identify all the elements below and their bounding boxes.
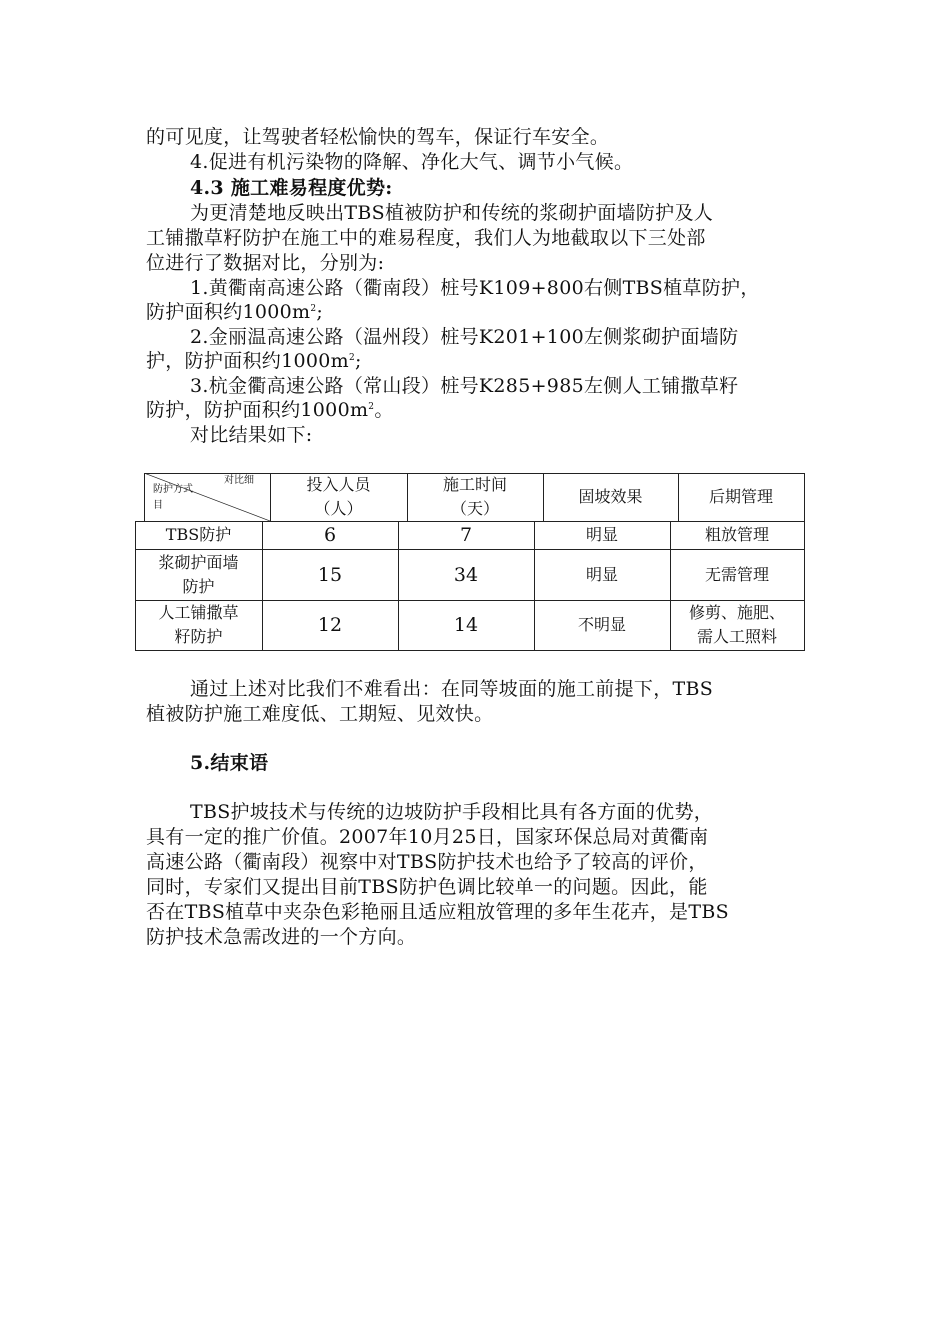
header-line: （人） <box>314 499 363 518</box>
cell-personnel: 6 <box>323 524 337 546</box>
text-line: 位进行了数据对比，分别为: <box>146 252 385 274</box>
text-line: TBS护坡技术与传统的边坡防护手段相比具有各方面的优势， <box>190 801 714 823</box>
list-item: 1.黄衢南高速公路（衢南段）桩号K109+800右侧TBS植草防护， <box>190 277 760 299</box>
cell-method <box>135 600 262 650</box>
cell-line: 人工铺撒草 <box>158 603 239 622</box>
text-segment: ; <box>316 301 324 323</box>
header-personnel <box>270 473 407 521</box>
cell-effect: 不明显 <box>577 615 626 634</box>
superscript: 2 <box>310 304 317 314</box>
text-line <box>146 398 394 422</box>
cell-management: 粗放管理 <box>704 525 769 544</box>
text-line: 否在TBS植草中夹杂色彩艳丽且适应粗放管理的多年生花卉，是TBS <box>146 901 729 923</box>
text-segment: 。 <box>374 399 394 421</box>
cell-method: TBS防护 <box>165 525 232 544</box>
text-line: 同时，专家们又提出目前TBS防护色调比较单一的问题。因此，能 <box>146 876 708 898</box>
text-segment: ; <box>355 350 362 372</box>
section-heading: 5.结束语 <box>190 752 269 774</box>
table-border <box>135 650 805 651</box>
superscript: 2 <box>368 402 375 412</box>
list-item: 4.促进有机污染物的降解、净化大气、调节小气候。 <box>190 151 634 173</box>
text-line: 防护技术急需改进的一个方向。 <box>146 926 417 948</box>
cell-personnel: 15 <box>317 563 343 586</box>
cell-line: 浆砌护面墙 <box>158 552 239 572</box>
header-diag-top: 对比细 <box>224 475 254 486</box>
header-management: 后期管理 <box>708 487 773 506</box>
header-time <box>407 473 543 521</box>
cell-method <box>135 549 262 600</box>
table-border <box>804 473 805 651</box>
text-segment: 防护面积约1000m <box>146 301 311 323</box>
cell-personnel: 12 <box>317 614 343 636</box>
text-line: 通过上述对比我们不难看出：在同等坡面的施工前提下，TBS <box>190 678 714 700</box>
text-line <box>146 349 362 373</box>
section-heading: 4.3 施工难易程度优势: <box>190 177 393 199</box>
cell-effect: 明显 <box>585 525 618 544</box>
header-line: （天） <box>450 499 499 518</box>
cell-days: 34 <box>453 563 479 586</box>
cell-line: 防护 <box>182 576 215 596</box>
cell-days: 14 <box>453 614 479 636</box>
cell-effect: 明显 <box>585 564 618 584</box>
text-line: 具有一定的推广价值。2007年10月25日，国家环保总局对黄衢南 <box>146 826 709 848</box>
list-item: 3.杭金衢高速公路（常山段）桩号K285+985左侧人工铺撒草籽 <box>190 375 739 397</box>
header-diag-left: 防护方式 <box>153 484 193 495</box>
list-item: 2.金丽温高速公路（温州段）桩号K201+100左侧浆砌护面墙防 <box>190 326 739 348</box>
text-line <box>146 300 323 324</box>
cell-line: 修剪、施肥、 <box>688 603 785 622</box>
text-line: 对比结果如下: <box>190 424 313 446</box>
header-effect: 固坡效果 <box>578 487 643 506</box>
header-line: 施工时间 <box>442 475 507 494</box>
text-line: 高速公路（衢南段）视察中对TBS防护技术也给予了较高的评价， <box>146 851 708 873</box>
text-line: 为更清楚地反映出TBS植被防护和传统的浆砌护面墙防护及人 <box>190 202 714 224</box>
cell-line: 籽防护 <box>174 627 223 646</box>
text-line: 的可见度，让驾驶者轻松愉快的驾车，保证行车安全。 <box>146 126 610 148</box>
text-line: 植被防护施工难度低、工期短、见效快。 <box>146 703 494 725</box>
text-segment: 护，防护面积约1000m <box>146 350 349 372</box>
cell-days: 7 <box>459 524 473 546</box>
cell-line: 需人工照料 <box>696 627 777 646</box>
cell-management: 无需管理 <box>704 564 769 584</box>
header-line: 投入人员 <box>306 475 371 494</box>
cell-management <box>670 600 804 650</box>
text-line: 工铺撒草籽防护在施工中的难易程度，我们人为地截取以下三处部 <box>146 227 706 249</box>
header-diag-bottom: 目 <box>153 500 163 511</box>
text-segment: 防护，防护面积约1000m <box>146 399 369 421</box>
superscript: 2 <box>348 353 356 363</box>
